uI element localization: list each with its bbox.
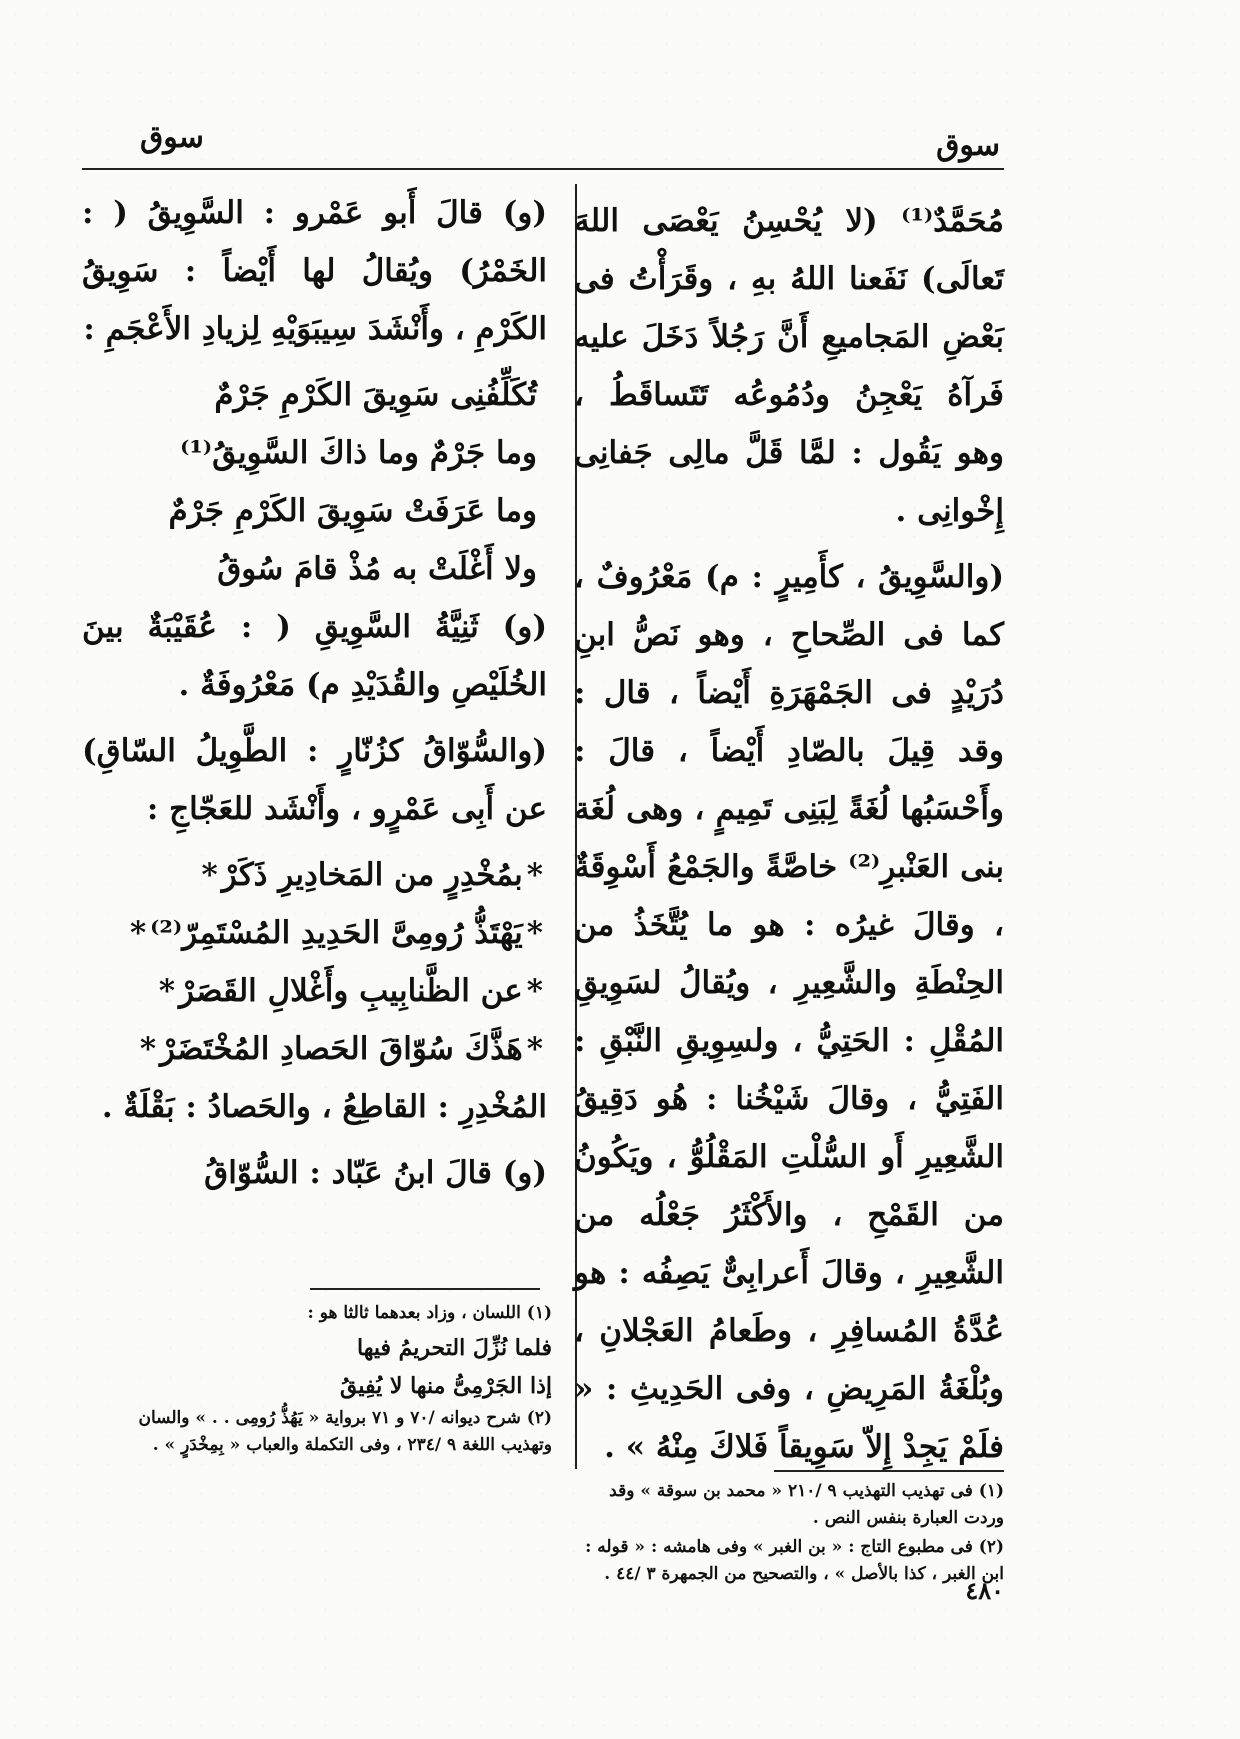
verse-marker: * (526, 1031, 543, 1067)
verse-marker: * (139, 1031, 157, 1067)
footnote: (١) اللسان ، وزاد بعدهما ثالثا هو : (307, 1303, 552, 1323)
footnote: (٢) شرح ديوانه /٧٠ و ٧١ برواية « يَهُذُّ رُومِى . . » والسان وتهذيب اللغة ٩ /٢٣٤ ، وفى التكملة والعباب « بِمِخْدَرٍ » . (138, 1408, 552, 1455)
paragraph: (والسُّوّاقُ كزُنّارٍ : الطَّوِيلُ السّاقِ) عن أَبِى عَمْرٍو ، وأَنْشَد للعَجّاجِ : (82, 733, 547, 827)
rajaz-text: يَهْتَذُّ رُومِىَّ الحَدِيدِ المُسْتَمِرّ⁽²⁾ (150, 915, 523, 951)
paragraph: (و) قالَ ابنُ عَبّاد : السُّوّاقُ (204, 1155, 547, 1191)
verse-marker: * (526, 915, 543, 951)
verse-marker: * (526, 973, 543, 1009)
paragraph: (والسَّوِيقُ ، كأَمِيرٍ : م) مَعْرُوفٌ ، كما فى الصِّحاحِ ، وهو نَصُّ ابنِ دُرَيْدٍ فى الجَمْهَرَةِ أَيْضاً ، قال : وقد قِيلَ بالصّادِ أَيْضاً ، قالَ : وأَحْسَبُها لُغَةً لِبَنِى تَمِيمٍ ، وهى لُغَة بنى العَنْبرِ⁽²⁾ خاصَّةً والجَمْعُ أَسْوِقَةٌ ، وقالَ غيرُه : هو ما يُتَّخَذُ من الحِنْطَةِ والشَّعِيرِ ، ويُقالُ لسَوِيقِ المُقْلِ : الحَتِيُّ ، ولسِوِيقِ النَّبْقِ : الفَتِيُّ ، وقالَ شَيْخُنا : هُو دَقِيقُ الشَّعِيرِ أَو السُّلْتِ المَقْلُوُّ ، ويَكُونُ من القَمْحِ ، والأَكْثَرُ جَعْلُه من الشَّعِيرِ ، وقالَ أَعرابِىٌّ يَصِفُه : هو عُدَّةُ المُسافِرِ ، وطَعامُ العَجْلانِ ، وبُلْغَةُ المَرِيضِ ، وفى الحَدِيثِ : « فلَمْ يَجِدْ إِلاّ سَوِيقاً فَلاكَ مِنْهُ » . (574, 559, 1004, 1465)
verse-marker: * (201, 857, 218, 893)
right-column (574, 192, 1004, 1484)
footnote-rule-left (310, 1288, 540, 1290)
rajaz-text: بمُخْدِرٍ من المَخادِيرِ ذَكَرْ (221, 857, 523, 893)
header-rule (82, 168, 1004, 170)
footnote-rule-right (774, 1470, 1004, 1472)
verse-line: وما عَرَفَتْ سَوِيقَ الكَرْمِ جَرْمٌ (168, 493, 537, 529)
paragraph: (و) ثَنِيَّةُ السَّوِيقِ ( : عُقَيْبَةٌ بينَ الخُلَيْصِ والقُدَيْدِ م) مَعْرُوفَةٌ . (82, 609, 547, 703)
left-column (82, 184, 547, 1210)
running-header-left: سوق (140, 120, 204, 155)
verse-line: تُكَلِّفُنِى سَوِيقَ الكَرْمِ جَرْمٌ (214, 377, 537, 413)
rajaz-text: عن الظَّنابِيبِ وأَغْلالِ القَصَرْ (179, 973, 523, 1009)
footnote-verse: فلما نُزِّلَ التحريمُ فيها (356, 1335, 552, 1361)
verse-marker: * (526, 857, 543, 893)
footnote: (١) فى تهذيب التهذيب ٩ /٢١٠ « محمد بن سوقة » وقد وردت العبارة بنفس النص . (609, 1481, 1004, 1528)
page-number: ٤٨٠ (965, 1576, 1004, 1605)
rajaz-text: هَذَّكَ سُوّاقَ الحَصادِ المُخْتَضَرْ (160, 1031, 523, 1067)
footnote: (٢) فى مطبوع التاج : « بن الغبر » وفى هامشه : « قوله : ابن الغبر ، كذا بالأصل » ، والتصحيح من الجمهرة ٣ /٤٤ . (585, 1537, 1004, 1584)
footnotes-left (82, 1300, 552, 1461)
paragraph: المُخْدِرِ : القاطِعُ ، والحَصادُ : بَقْلَةٌ . (101, 1089, 547, 1125)
rajaz-line (82, 846, 547, 904)
verse-marker: * (158, 973, 176, 1009)
paragraph: (و) قالَ أَبو عَمْرو : السَّوِيقُ ( : الخَمْرُ) ويُقالُ لها أَيْضاً : سَوِيقُ الكَرْمِ ، وأَنْشَدَ سِيبَوَيْهِ لِزيادِ الأَعْجَمِ : (82, 195, 547, 347)
footnote-verse: إذا الجَرْمِىُّ منها لا يُفِيقُ (340, 1373, 552, 1399)
rajaz-line (82, 904, 547, 962)
rajaz-line (82, 1020, 547, 1078)
rajaz-line (82, 962, 547, 1020)
paragraph: مُحَمَّدٌ⁽¹⁾ (لا يُحْسِنُ يَعْصَى اللهَ تَعالَى) نَفَعنا اللهُ بهِ ، وقَرَأْتُ فى بَعْضِ المَجاميعِ أَنَّ رَجُلاً دَخَلَ عليه فَرآهُ يَعْجِنُ ودُمُوعُه تَتَساقَطُ ، وهو يَقُول : لمَّا قَلَّ مالِى جَفانِى إِخْوانِى . (574, 203, 1004, 529)
running-header-right: سوق (936, 128, 1000, 163)
footnotes-right (564, 1478, 1004, 1590)
verse-marker: * (129, 915, 147, 951)
verse-line: وما جَرْمٌ وما ذاكَ السَّوِيقُ⁽¹⁾ (180, 435, 537, 471)
verse-line: ولا أَغْلَتْ به مُذْ قامَ سُوقُ (217, 551, 537, 587)
